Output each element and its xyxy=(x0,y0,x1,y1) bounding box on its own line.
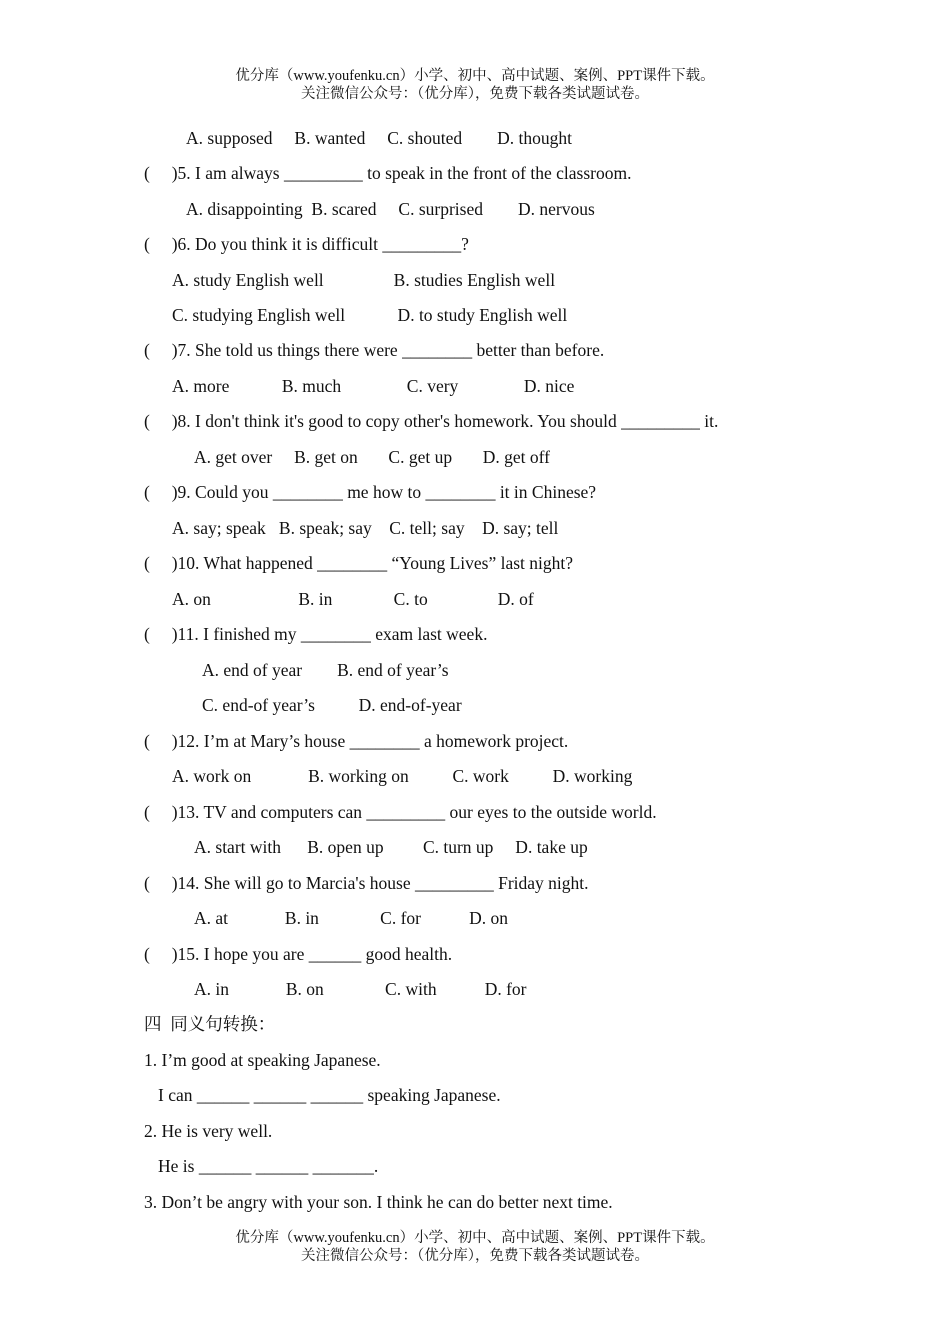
text-line: 1. I’m good at speaking Japanese. xyxy=(144,1050,381,1070)
text-line: I can ______ ______ ______ speaking Japanese. xyxy=(158,1085,501,1105)
text-line: ( )5. I am always _________ to speak in the front of the classroom. xyxy=(144,163,632,183)
footer-line-2: 关注微信公众号：（优分库），免费下载各类试题试卷。 xyxy=(301,1248,649,1264)
text-line: A. disappointing B. scared C. surprised D. nervous xyxy=(186,199,595,219)
text-line: 2. He is very well. xyxy=(144,1121,273,1141)
text-line: 3. Don’t be angry with your son. I think he can do better next time. xyxy=(144,1192,613,1212)
text-line: A. more B. much C. very D. nice xyxy=(172,376,575,396)
text-line: ( )13. TV and computers can _________ our eyes to the outside world. xyxy=(144,802,657,822)
text-line: ( )7. She told us things there were ________ better than before. xyxy=(144,340,605,360)
text-line: ( )9. Could you ________ me how to ________ it in Chinese? xyxy=(144,482,597,502)
text-line: A. on B. in C. to D. of xyxy=(172,589,534,609)
text-line: A. end of year B. end of year’s xyxy=(202,660,449,680)
header-line-2: 关注微信公众号：（优分库），免费下载各类试题试卷。 xyxy=(301,86,649,102)
page-footer xyxy=(0,1229,950,1265)
text-line: A. study English well B. studies English well xyxy=(172,270,556,290)
text-line: ( )12. I’m at Mary’s house ________ a homework project. xyxy=(144,731,569,751)
text-line: ( )15. I hope you are ______ good health. xyxy=(144,944,453,964)
text-line: He is ______ ______ _______. xyxy=(158,1156,379,1176)
text-line: A. in B. on C. with D. for xyxy=(194,979,527,999)
header-line-1: 优分库（www.youfenku.cn）小学、初中、高中试题、案例、PPT课件下载。 xyxy=(235,68,715,84)
text-line: A. get over B. get on C. get up D. get off xyxy=(194,447,550,467)
footer-line-1: 优分库（www.youfenku.cn）小学、初中、高中试题、案例、PPT课件下载。 xyxy=(235,1230,715,1246)
text-line: ( )8. I don't think it's good to copy other's homework. You should _________ it. xyxy=(144,411,719,431)
text-line: ( )14. She will go to Marcia's house _________ Friday night. xyxy=(144,873,589,893)
text-line: A. start with B. open up C. turn up D. take up xyxy=(194,837,588,857)
text-line: ( )10. What happened ________ “Young Lives” last night? xyxy=(144,553,574,573)
text-line: A. say; speak B. speak; say C. tell; say D. say; tell xyxy=(172,518,559,538)
text-line: A. supposed B. wanted C. shouted D. thought xyxy=(186,128,572,148)
text-line: ( )11. I finished my ________ exam last week. xyxy=(144,624,488,644)
text-line: ( )6. Do you think it is difficult _________? xyxy=(144,234,469,254)
text-line: C. studying English well D. to study English well xyxy=(172,305,568,325)
text-line: 四 同义句转换： xyxy=(144,1014,276,1034)
text-line: C. end-of year’s D. end-of-year xyxy=(202,695,462,715)
text-line: A. at B. in C. for D. on xyxy=(194,908,509,928)
page-header xyxy=(0,67,950,103)
text-line: A. work on B. working on C. work D. working xyxy=(172,766,633,786)
